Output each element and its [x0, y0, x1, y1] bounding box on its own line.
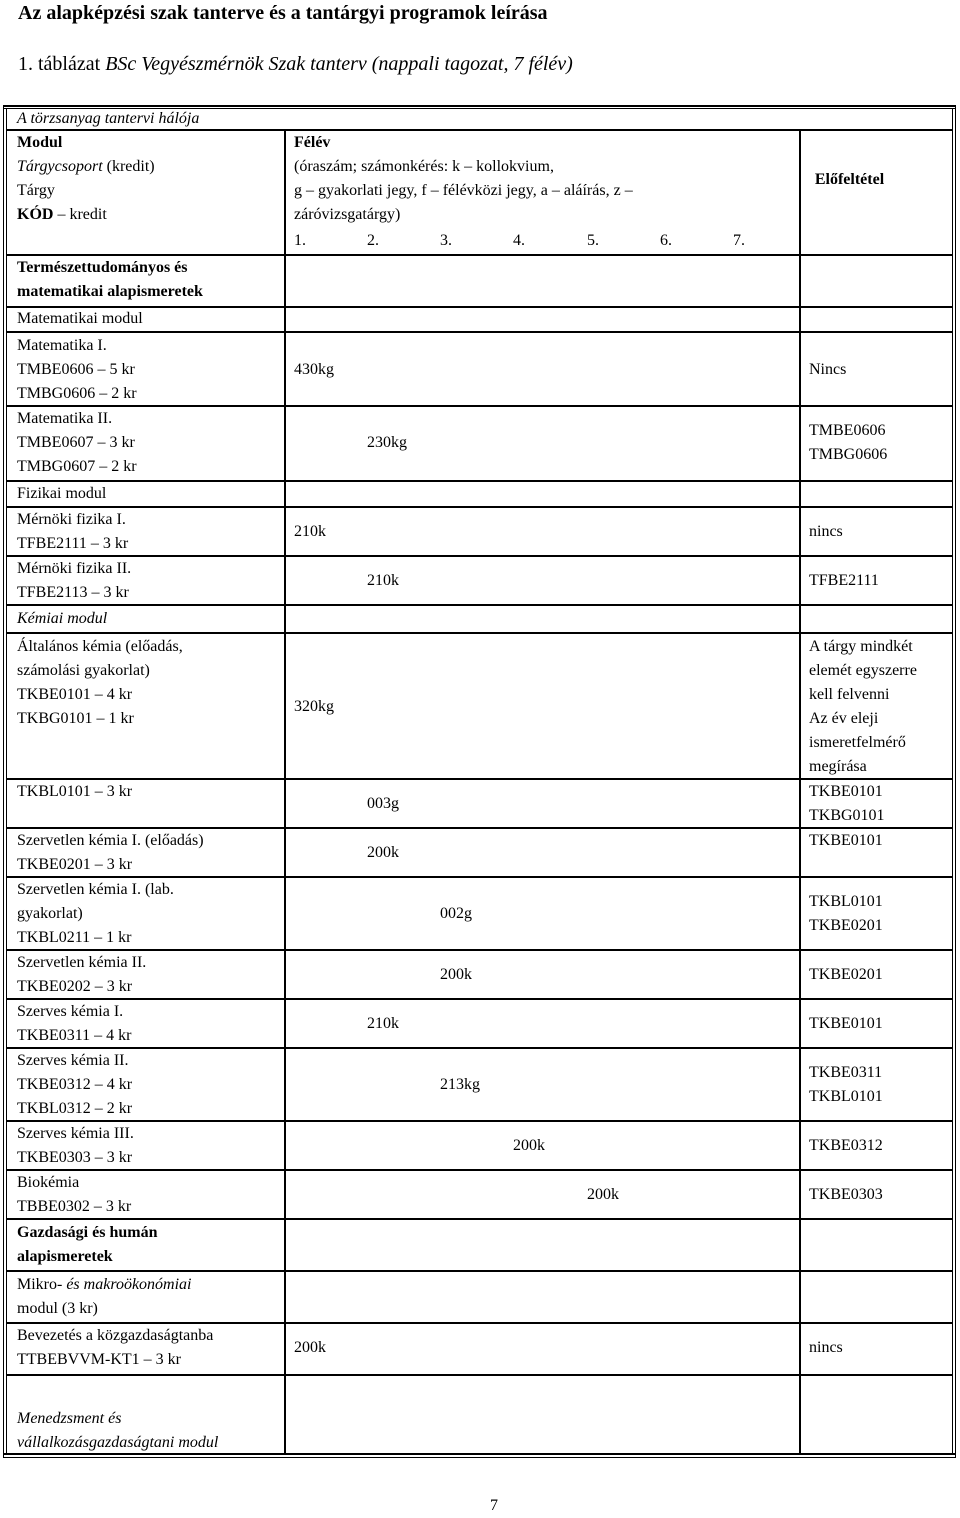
course-name: Általános kémia (előadás,: [17, 638, 183, 655]
course-name: Szervetlen kémia I. (lab.: [17, 881, 174, 898]
page-heading: Az alapképzési szak tanterve és a tantárgyi programok leírása: [18, 2, 548, 24]
course-name: Szervetlen kémia II.: [17, 954, 147, 971]
semester-value: 430kg: [294, 361, 334, 378]
course-code: TTBEBVVM-KT1 – 3 kr: [17, 1351, 181, 1368]
course-code: TKBE0303 – 3 kr: [17, 1149, 133, 1166]
course-name: számolási gyakorlat): [17, 662, 150, 679]
header-felev-line2: g – gyakorlati jegy, f – félévközi jegy, a – aláírás, z –: [294, 182, 633, 199]
header-targy: Tárgy: [17, 182, 55, 199]
prerequisite: nincs: [809, 523, 843, 540]
prerequisite: TKBE0201: [809, 917, 883, 934]
course-code: TKBL0101 – 3 kr: [17, 783, 133, 800]
semester-value: 200k: [294, 1339, 326, 1356]
semester-value: 230kg: [367, 434, 407, 451]
course-name: Matematika II.: [17, 410, 113, 427]
course-code: TKBL0312 – 2 kr: [17, 1100, 133, 1117]
module-title: modul (3 kr): [17, 1300, 98, 1317]
group-title: Gazdasági és humán: [17, 1224, 158, 1241]
semester-4: 4.: [513, 232, 525, 249]
course-name: Bevezetés a közgazdaságtanba: [17, 1327, 214, 1344]
course-name: Biokémia: [17, 1174, 80, 1191]
course-code: TKBE0202 – 3 kr: [17, 978, 133, 995]
course-code: TMBE0607 – 3 kr: [17, 434, 135, 451]
course-name: Szervetlen kémia I. (előadás): [17, 832, 204, 849]
semester-3: 3.: [440, 232, 452, 249]
prerequisite: nincs: [809, 1339, 843, 1356]
prerequisite: Nincs: [809, 361, 847, 378]
prerequisite: TKBL0101: [809, 1088, 883, 1105]
course-code: TFBE2111 – 3 kr: [17, 535, 129, 552]
semester-7: 7.: [733, 232, 745, 249]
semester-1: 1.: [294, 232, 306, 249]
header-felev-line1: (óraszám; számonkérés: k – kollokvium,: [294, 158, 554, 175]
header-felev-line3: záróvizsgatárgy): [294, 206, 401, 223]
course-code: TMBG0606 – 2 kr: [17, 385, 137, 402]
course-code: TKBL0211 – 1 kr: [17, 929, 132, 946]
semester-value: 200k: [587, 1186, 619, 1203]
header-kod: KÓD – kredit: [17, 206, 107, 223]
group-title: matematikai alapismeretek: [17, 283, 203, 300]
prerequisite: ismeretfelmérő: [809, 734, 906, 751]
module-title: Fizikai modul: [17, 485, 107, 502]
prerequisite: Az év eleji: [809, 710, 879, 727]
semester-2: 2.: [367, 232, 379, 249]
table-caption: 1. táblázat BSc Vegyészmérnök Szak tanterv (nappali tagozat, 7 félév): [18, 53, 573, 75]
semester-value: 213kg: [440, 1076, 480, 1093]
prerequisite: A tárgy mindkét: [809, 638, 913, 655]
prerequisite: TKBE0311: [809, 1064, 883, 1081]
module-title: Mikro- és makroökonómiai: [17, 1276, 192, 1293]
module-title: Matematikai modul: [17, 310, 143, 327]
semester-value: 003g: [367, 795, 399, 812]
course-name: Szerves kémia I.: [17, 1003, 124, 1020]
course-name: Szerves kémia II.: [17, 1052, 129, 1069]
course-code: TKBG0101 – 1 kr: [17, 710, 134, 727]
module-title: Kémiai modul: [17, 610, 108, 627]
semester-value: 210k: [294, 523, 326, 540]
semester-5: 5.: [587, 232, 599, 249]
prerequisite: TKBE0201: [809, 966, 883, 983]
header-modul: Modul: [17, 134, 63, 151]
course-name: gyakorlat): [17, 905, 83, 922]
module-title: vállalkozásgazdaságtani modul: [17, 1434, 219, 1451]
semester-value: 210k: [367, 1015, 399, 1032]
module-title: Menedzsment és: [17, 1410, 122, 1427]
course-code: TKBE0311 – 4 kr: [17, 1027, 132, 1044]
prerequisite: TKBE0101: [809, 1015, 883, 1032]
page-number: 7: [490, 1497, 498, 1514]
course-code: TKBE0312 – 4 kr: [17, 1076, 133, 1093]
semester-value: 002g: [440, 905, 472, 922]
course-name: Mérnöki fizika II.: [17, 560, 132, 577]
prerequisite: elemét egyszerre: [809, 662, 917, 679]
prerequisite: TKBG0101: [809, 807, 885, 824]
header-targycsoport: Tárgycsoport (kredit): [17, 158, 155, 175]
prerequisite: TKBE0101: [809, 832, 883, 849]
prerequisite: TKBE0303: [809, 1186, 883, 1203]
course-code: TFBE2113 – 3 kr: [17, 584, 129, 601]
course-name: Mérnöki fizika I.: [17, 511, 126, 528]
prerequisite: TMBE0606: [809, 422, 886, 439]
prerequisite: kell felvenni: [809, 686, 890, 703]
semester-value: 320kg: [294, 698, 334, 715]
semester-6: 6.: [660, 232, 672, 249]
semester-value: 210k: [367, 572, 399, 589]
course-code: TKBE0101 – 4 kr: [17, 686, 133, 703]
prerequisite: TKBL0101: [809, 893, 883, 910]
semester-value: 200k: [440, 966, 472, 983]
group-title: alapismeretek: [17, 1248, 113, 1265]
group-title: Természettudományos és: [17, 259, 188, 276]
course-code: TBBE0302 – 3 kr: [17, 1198, 132, 1215]
semester-value: 200k: [367, 844, 399, 861]
course-name: Matematika I.: [17, 337, 107, 354]
section-title: A törzsanyag tantervi hálója: [17, 110, 200, 127]
prerequisite: megírása: [809, 758, 867, 775]
course-code: TKBE0201 – 3 kr: [17, 856, 133, 873]
course-name: Szerves kémia III.: [17, 1125, 134, 1142]
prerequisite: TMBG0606: [809, 446, 888, 463]
prerequisite: TKBE0101: [809, 783, 883, 800]
course-code: TMBE0606 – 5 kr: [17, 361, 135, 378]
header-elofeltetel: Előfeltétel: [814, 171, 885, 188]
course-code: TMBG0607 – 2 kr: [17, 458, 137, 475]
prerequisite: TKBE0312: [809, 1137, 883, 1154]
semester-value: 200k: [513, 1137, 545, 1154]
prerequisite: TFBE2111: [809, 572, 879, 589]
header-felev: Félév: [294, 134, 331, 151]
